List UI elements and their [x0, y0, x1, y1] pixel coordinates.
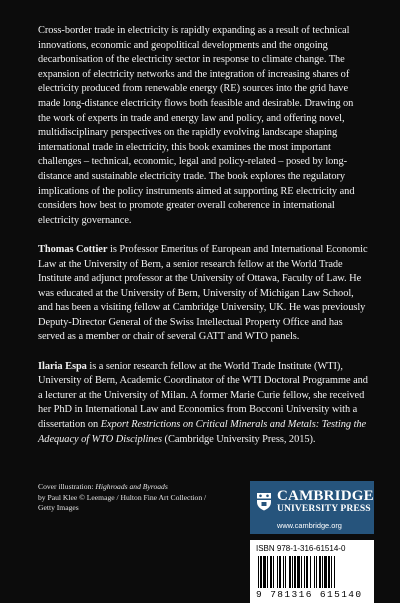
barcode-box — [250, 540, 374, 603]
isbn-digits: 9 781316 615140 — [256, 589, 363, 600]
barcode-bar — [310, 556, 311, 588]
publisher-url: www.cambridge.org — [250, 521, 374, 534]
cambridge-crest-icon — [256, 492, 272, 511]
publisher-subname: UNIVERSITY PRESS — [277, 503, 371, 514]
barcode-bar — [314, 556, 315, 588]
barcode-bars — [256, 556, 368, 588]
author-name-cottier: Thomas Cottier — [38, 243, 108, 255]
barcode-bar — [277, 556, 278, 588]
barcode-bar — [279, 556, 281, 588]
barcode-bar — [260, 556, 262, 588]
barcode-bar — [306, 556, 308, 588]
isbn-label: ISBN 978-1-316-61514-0 — [256, 544, 346, 553]
barcode-bar — [316, 556, 317, 588]
cover-credit-rest: by Paul Klee © Leemage / Hulton Fine Art Collection / Getty Images — [38, 492, 207, 513]
author-bio-text-end: (Cambridge University Press, 2015). — [162, 433, 316, 445]
book-blurb: Cross-border trade in electricity is rapidly expanding as a result of technical innovations, economic and geopolitical developments and the ongoing decarbonisation of the electricity sector in response to climate change. The expansion of electricity networks and the integration of increasing shares of electricity produced from renewable energy (RE) sources into the grid have made long-distance electricity flows both feasible and desirable. Drawing on the work of experts in trade and energy law and policy, and offering novel, multidisciplinary perspectives on the rapidly evolving landscape shaping international trade in electricity, this book examines the most important challenges – technical, economic, legal and policy-related – posed by long-distance and sustainable electricity trade. The book explores the regulatory implications of the policy instruments aimed at supporting RE electricity and considers how best to promote greater overall coherence in international electricity governance. — [38, 25, 355, 226]
cover-credit — [38, 482, 208, 514]
author-bio-text: is a senior research fellow at the World Trade Institute (WTI), University of Bern, Academic Coordinator of the WTI Doctoral Programme and a lecturer at the University of Milan. A former Marie Curie fellow, she received her PhD in International Law and Economics from Bocconi University with a dissertation on — [38, 360, 368, 431]
author-bio-cottier — [38, 243, 368, 345]
barcode-bar — [331, 556, 332, 588]
back-cover-text — [38, 24, 368, 462]
barcode-bar — [301, 556, 302, 588]
dissertation-title: Export Restrictions on Critical Minerals and Metals: Testing the Adequacy of WTO Disciplines — [38, 419, 367, 445]
barcode-bar — [267, 556, 268, 588]
publisher-block — [250, 481, 374, 603]
barcode-bar — [283, 556, 284, 588]
barcode-bar — [263, 556, 266, 588]
barcode-bar — [294, 556, 296, 588]
publisher-logo — [250, 481, 374, 521]
author-name-espa: Ilaria Espa — [38, 360, 87, 372]
author-bio-espa — [38, 360, 368, 448]
barcode-bar — [289, 556, 291, 588]
publisher-name: CAMBRIDGE — [277, 488, 374, 504]
barcode-bar — [328, 556, 330, 588]
barcode-bar — [334, 556, 335, 588]
barcode-bar — [297, 556, 300, 588]
barcode-bar — [322, 556, 323, 588]
barcode-bar — [292, 556, 293, 588]
barcode-bar — [270, 556, 272, 588]
barcode-bar — [273, 556, 274, 588]
barcode-bar — [319, 556, 321, 588]
author-bio-text: is Professor Emeritus of European and International Economic Law at the University of Bern, a senior research fellow at the World Trade Institute and adjunct professor at the University of Ottawa, Faculty of Law. He was educated at the University of Bern, University of Michigan Law School, and has been a visiting fellow at Cambridge University, UK. He was previously Deputy-Director General of the Swiss Intellectual Property Office and has served as a member or chair of several GATT and WTO panels. — [38, 243, 368, 343]
barcode-bar — [285, 556, 286, 588]
barcode-bar — [258, 556, 259, 588]
barcode-bar — [304, 556, 305, 588]
cover-credit-prefix: Cover illustration: — [38, 482, 96, 491]
barcode-bar — [324, 556, 327, 588]
cover-credit-title: Highroads and Byroads — [95, 482, 168, 491]
